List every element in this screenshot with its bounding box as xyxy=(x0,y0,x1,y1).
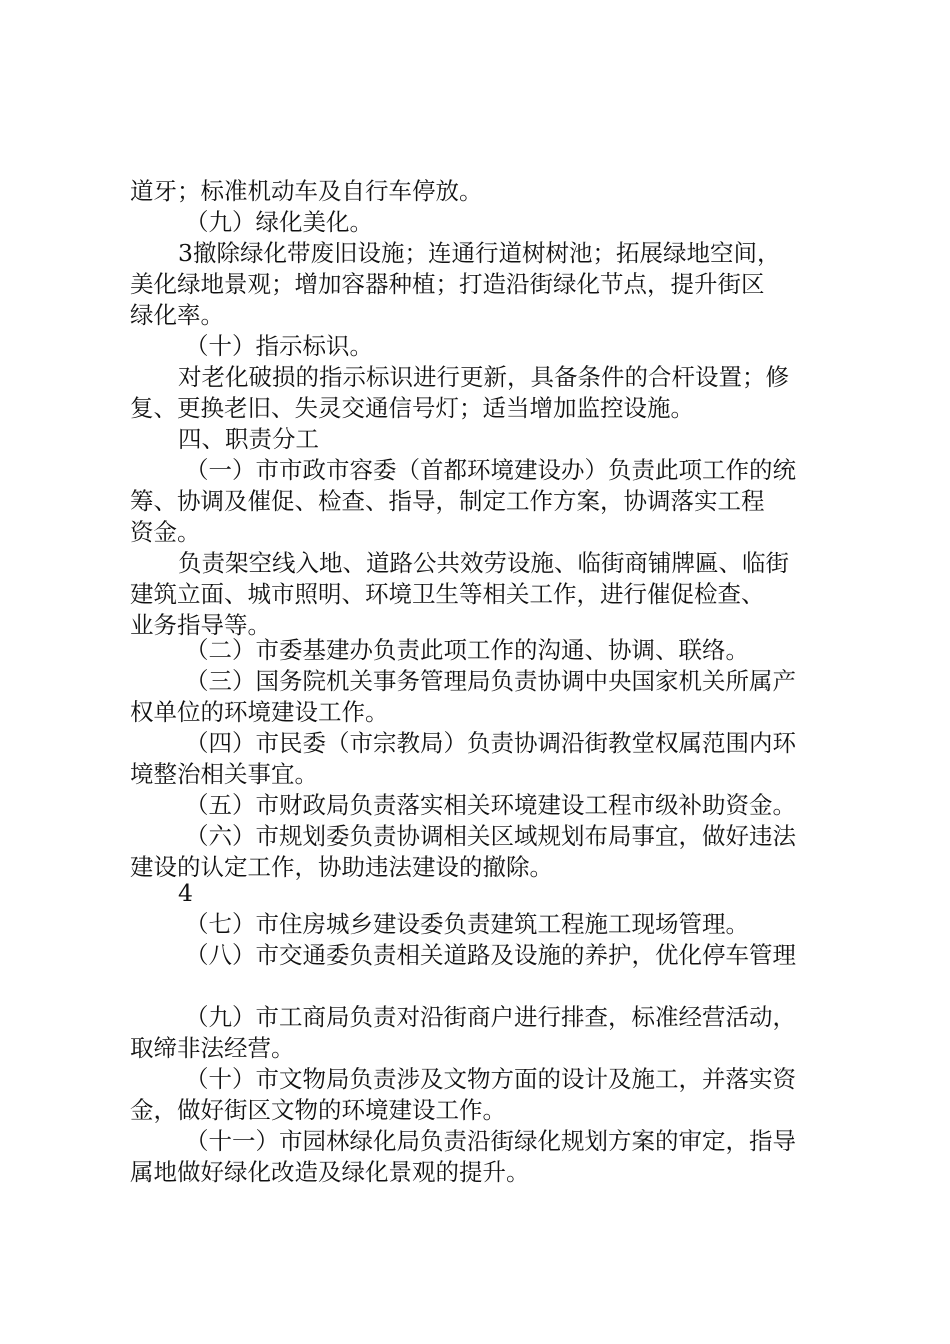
text-line: 道牙；标准机动车及自行车停放。 xyxy=(130,177,483,205)
text-line: 境整治相关事宜。 xyxy=(130,760,318,788)
text-line: （七）市住房城乡建设委负责建筑工程施工现场管理。 xyxy=(185,910,749,938)
text-line: （八）市交通委负责相关道路及设施的养护，优化停车管理 xyxy=(185,941,796,969)
text-line: 建筑立面、城市照明、环境卫生等相关工作，进行催促检查、 xyxy=(130,580,765,608)
text-line: 业务指导等。 xyxy=(130,611,271,639)
page-number: 4 xyxy=(178,879,193,907)
text-line: （四）市民委（市宗教局）负责协调沿街教堂权属范围内环 xyxy=(185,729,796,757)
text-line: 属地做好绿化改造及绿化景观的提升。 xyxy=(130,1158,530,1186)
text-line: 负责架空线入地、道路公共效劳设施、临街商铺牌匾、临街 xyxy=(178,549,789,577)
text-line: 资金。 xyxy=(130,518,201,546)
text-line: 金，做好街区文物的环境建设工作。 xyxy=(130,1096,506,1124)
section-heading: （九）绿化美化。 xyxy=(185,208,373,236)
text-line: 复、更换老旧、失灵交通信号灯；适当增加监控设施。 xyxy=(130,394,694,422)
text-line: 绿化率。 xyxy=(130,301,224,329)
text-line: （十一）市园林绿化局负责沿街绿化规划方案的审定，指导 xyxy=(185,1127,796,1155)
text-line: 3撤除绿化带废旧设施；连通行道树树池；拓展绿地空间， xyxy=(178,239,781,267)
section-heading: 四、职责分工 xyxy=(178,425,319,453)
section-heading: （十）指示标识。 xyxy=(185,332,373,360)
text-line: 美化绿地景观；增加容器种植；打造沿街绿化节点，提升街区 xyxy=(130,270,765,298)
text-line: （五）市财政局负责落实相关环境建设工程市级补助资金。 xyxy=(185,791,796,819)
text-line: 筹、协调及催促、检查、指导，制定工作方案，协调落实工程 xyxy=(130,487,765,515)
text-line: 对老化破损的指示标识进行更新，具备条件的合杆设置；修 xyxy=(178,363,789,391)
text-line: （六）市规划委负责协调相关区域规划布局事宜，做好违法 xyxy=(185,822,796,850)
text-line: 建设的认定工作，协助违法建设的撤除。 xyxy=(130,853,553,881)
text-line: （九）市工商局负责对沿街商户进行排查，标准经营活动， xyxy=(185,1003,796,1031)
text-line: 权单位的环境建设工作。 xyxy=(130,698,389,726)
text-line: 取缔非法经营。 xyxy=(130,1034,295,1062)
text-line: （十）市文物局负责涉及文物方面的设计及施工，并落实资 xyxy=(185,1065,796,1093)
text-line: （三）国务院机关事务管理局负责协调中央国家机关所属产 xyxy=(185,667,796,695)
text-line: （二）市委基建办负责此项工作的沟通、协调、联络。 xyxy=(185,636,749,664)
text-line: （一）市市政市容委（首都环境建设办）负责此项工作的统 xyxy=(185,456,796,484)
